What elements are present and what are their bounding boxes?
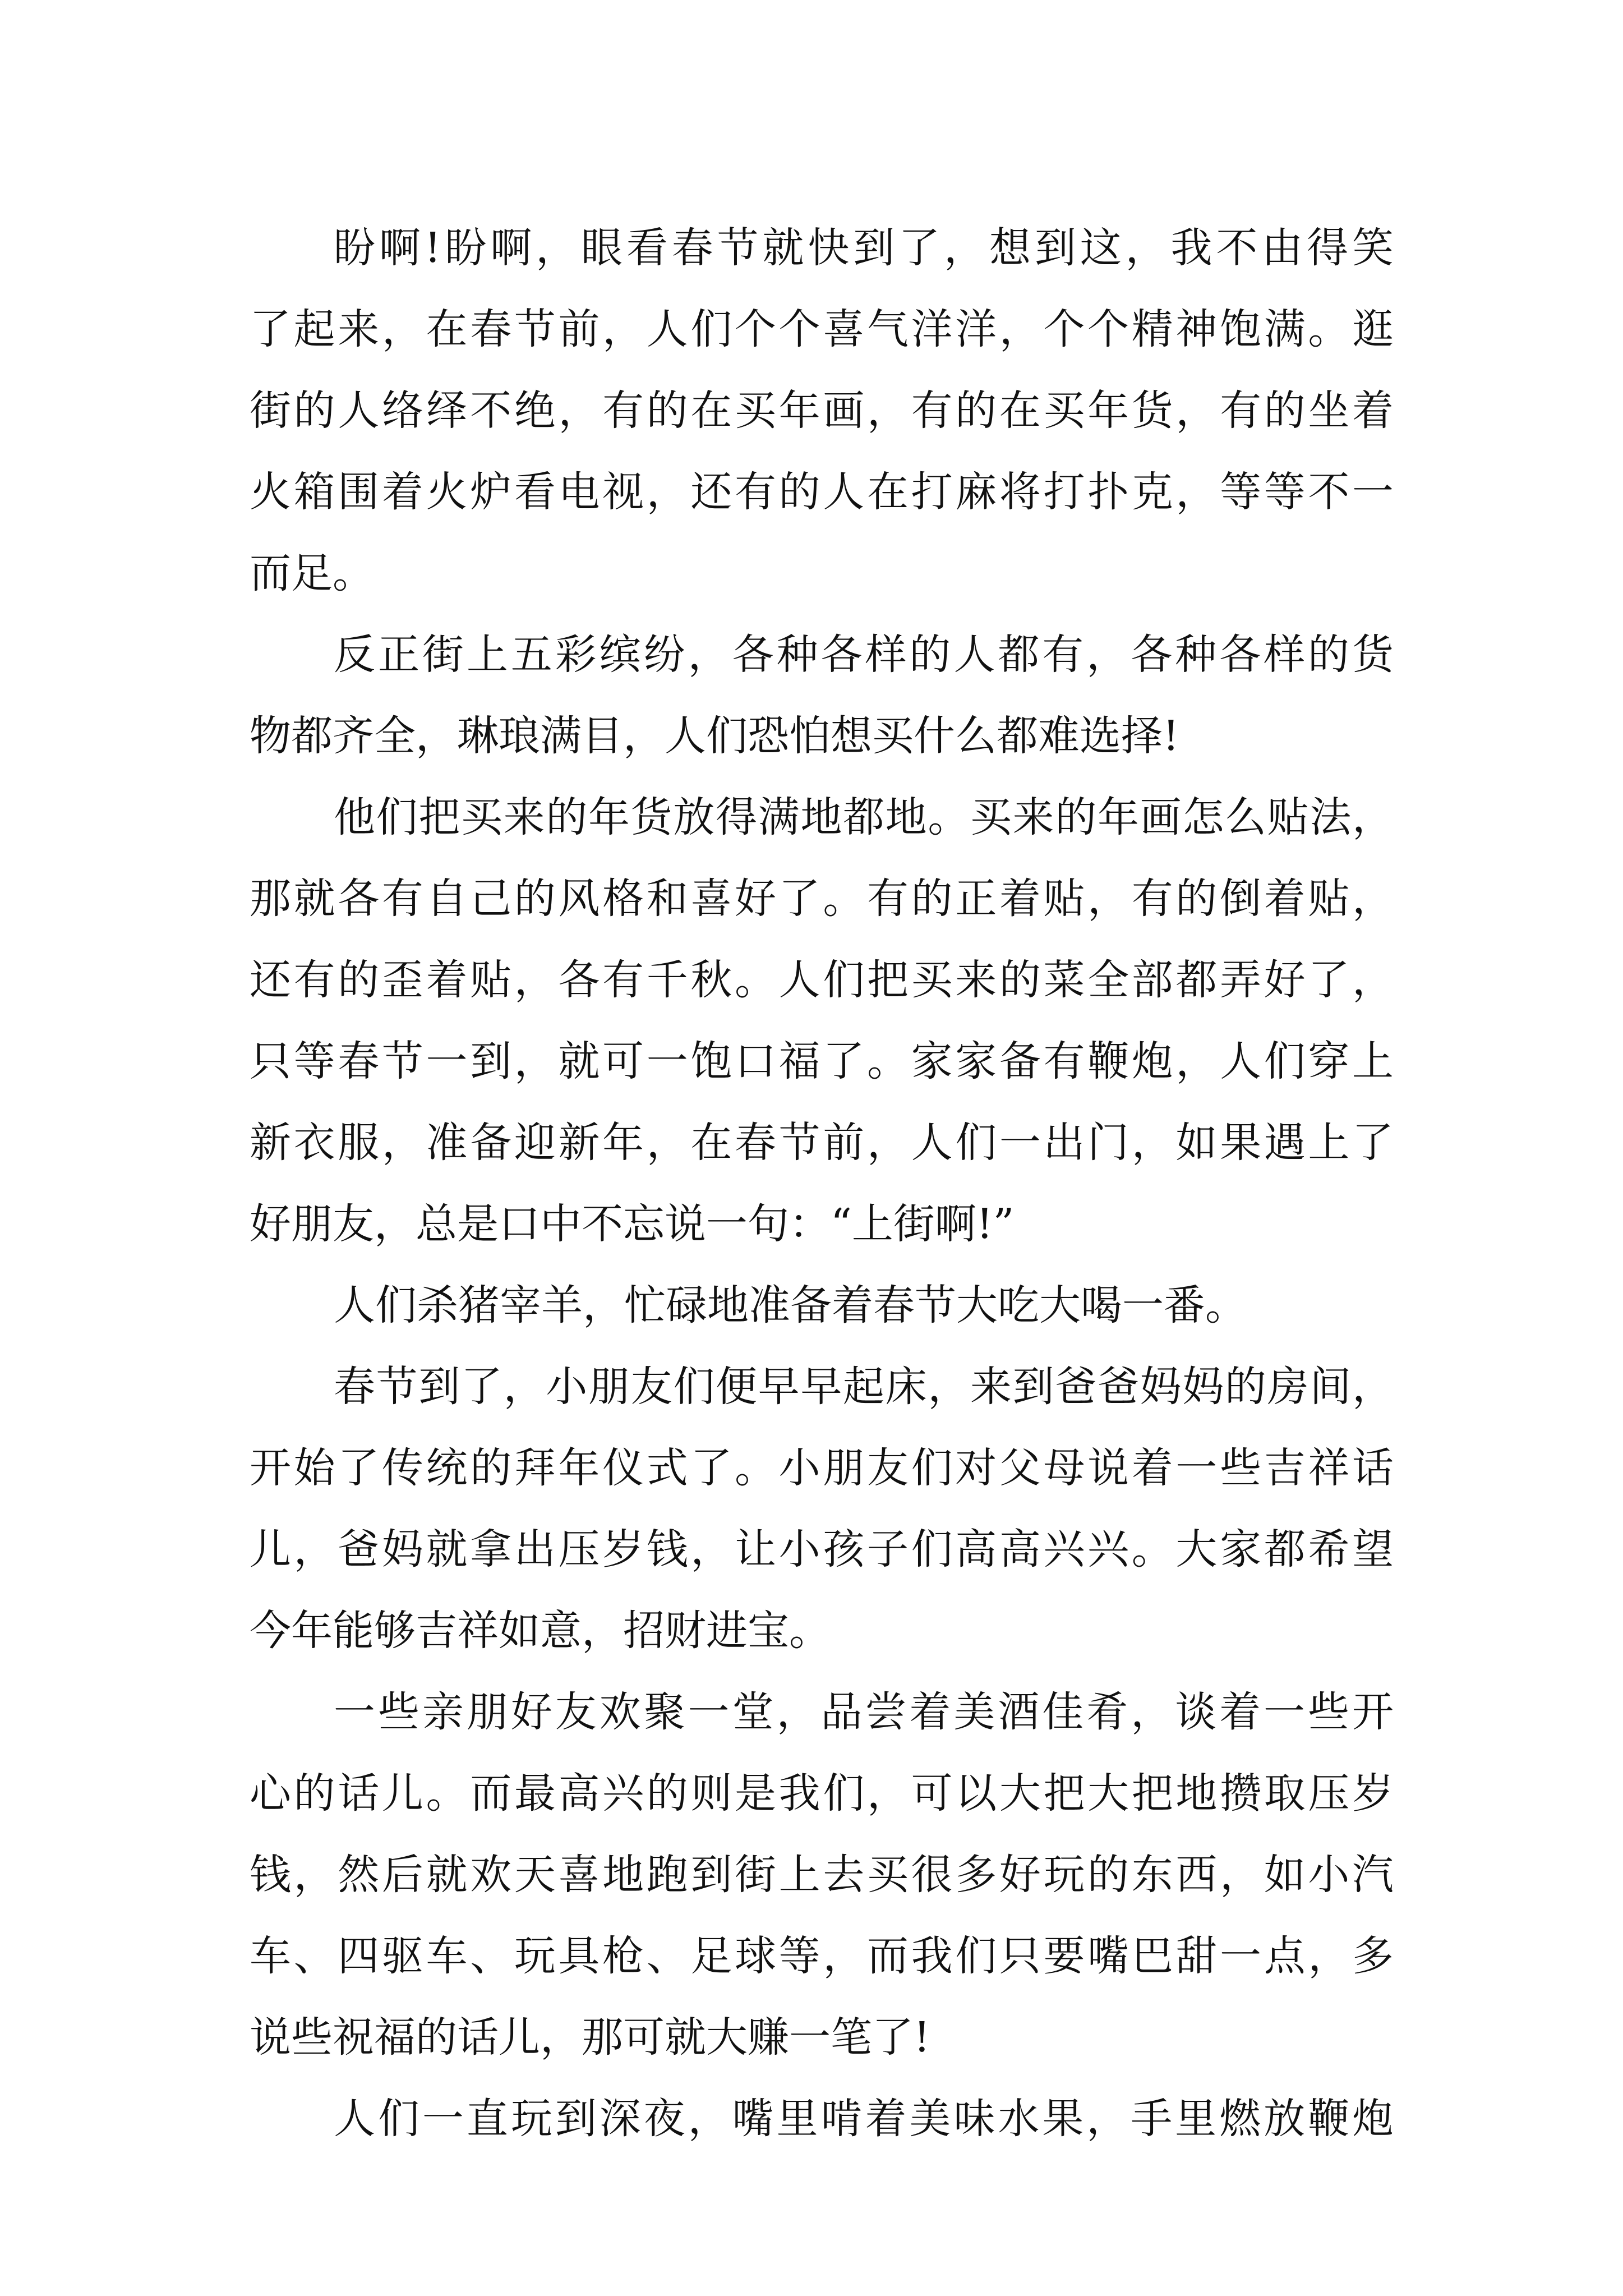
- text-line: 了起来，在春节前，人们个个喜气洋洋，个个精神饱满。逛: [250, 305, 1394, 353]
- paragraph: [250, 1265, 1394, 1346]
- text-line: 而足。: [250, 549, 374, 597]
- paragraph: [250, 1672, 1394, 2078]
- text-line: 人们一直玩到深夜，嘴里啃着美味水果，手里燃放鞭炮: [334, 2095, 1394, 2143]
- text-line: 人们杀猪宰羊，忙碌地准备着春节大吃大喝一番。: [334, 1281, 1247, 1329]
- paragraph: [250, 614, 1394, 777]
- text-line: 今年能够吉祥如意，招财进宝。: [250, 1607, 831, 1655]
- text-line: 说些祝福的话儿，那可就大赚一笔了!: [250, 2013, 930, 2062]
- text-line: 还有的歪着贴，各有千秋。人们把买来的菜全部都弄好了，: [250, 956, 1394, 1004]
- text-line: 火箱围着火炉看电视，还有的人在打麻将打扑克，等等不一: [250, 468, 1394, 516]
- paragraph: [250, 2078, 1394, 2160]
- paragraph: [250, 1346, 1394, 1672]
- text-line: 只等春节一到，就可一饱口福了。家家备有鞭炮，人们穿上: [250, 1037, 1394, 1085]
- text-line: 车、四驱车、玩具枪、足球等，而我们只要嘴巴甜一点，多: [250, 1932, 1394, 1980]
- text-line: 开始了传统的拜年仪式了。小朋友们对父母说着一些吉祥话: [250, 1444, 1394, 1492]
- paragraph: [250, 777, 1394, 1265]
- document-body: [250, 208, 1394, 2160]
- text-line: 街的人络绎不绝，有的在买年画，有的在买年货，有的坐着: [250, 386, 1394, 435]
- text-line: 好朋友，总是口中不忘说一句：“上街啊!”: [250, 1200, 1015, 1248]
- text-line: 一些亲朋好友欢聚一堂，品尝着美酒佳肴，谈着一些开: [334, 1688, 1394, 1736]
- text-line: 儿，爸妈就拿出压岁钱，让小孩子们高高兴兴。大家都希望: [250, 1525, 1394, 1573]
- text-line: 盼啊!盼啊，眼看春节就快到了，想到这，我不由得笑: [334, 224, 1394, 272]
- text-line: 心的话儿。而最高兴的则是我们，可以大把大把地攒取压岁: [250, 1769, 1394, 1818]
- text-line: 新衣服，准备迎新年，在春节前，人们一出门，如果遇上了: [250, 1119, 1394, 1167]
- text-line: 物都齐全，琳琅满目，人们恐怕想买什么都难选择!: [250, 712, 1179, 760]
- text-line: 反正街上五彩缤纷，各种各样的人都有，各种各样的货: [334, 631, 1394, 679]
- text-line: 他们把买来的年货放得满地都地。买来的年画怎么贴法，: [334, 793, 1394, 841]
- text-line: 钱，然后就欢天喜地跑到街上去买很多好玩的东西，如小汽: [250, 1851, 1394, 1899]
- text-line: 那就各有自己的风格和喜好了。有的正着贴，有的倒着贴，: [250, 875, 1394, 923]
- paragraph: [250, 208, 1394, 614]
- text-line: 春节到了，小朋友们便早早起床，来到爸爸妈妈的房间，: [334, 1363, 1394, 1411]
